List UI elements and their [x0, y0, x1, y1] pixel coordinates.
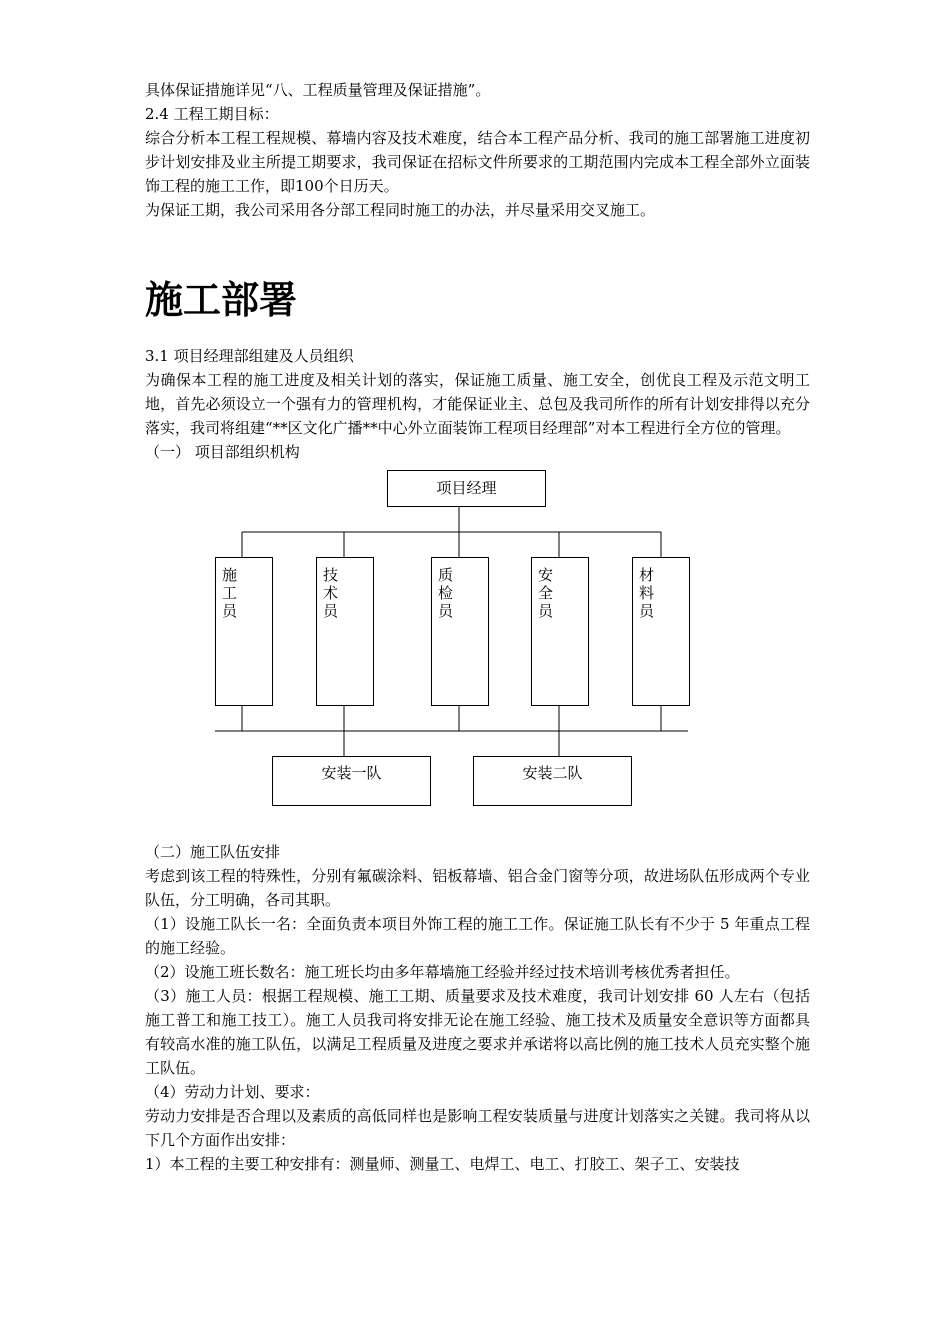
list-item-3: （3）施工人员：根据工程规模、施工工期、质量要求及技术难度，我司计划安排 60 人左右（包括施工普工和施工技工）。施工人员我司将安排无论在施工经验、施工技术及质量安全意识等方面都具有较高水准的施工队伍，以满足工程质量及进度之要求并承诺将以高比例的施工技术人员充实整个施工队伍。 [145, 987, 810, 1077]
section-heading: 施工部署 [145, 277, 298, 322]
paragraph-teams: 考虑到该工程的特殊性，分别有氟碳涂料、铝板幕墙、铝合金门窗等分项，故进场队伍形成两个专业队伍，分工明确，各司其职。 [145, 867, 810, 909]
org-label-staff-3: 质检员 [438, 566, 454, 620]
list-item-1: （1）设施工队长一名：全面负责本项目外饰工程的施工工作。保证施工队长有不少于 5 年重点工程的施工经验。 [145, 915, 810, 957]
subheading-3-1: 3.1 项目经理部组建及人员组织 [145, 347, 354, 365]
org-box-staff-3 [431, 557, 489, 706]
org-chart [145, 470, 810, 840]
paragraph-organization-intro: 为确保本工程的施工进度及相关计划的落实，保证施工质量、施工安全，创优良工程及示范文明工地，首先必须设立一个强有力的管理机构，才能保证业主、总包及我司所作的所有计划安排得以充分落实，我司将组建“**区文化广播**中心外立面装饰工程项目经理部”对本工程进行全方位的管理。 [145, 371, 810, 437]
org-box-staff-5 [632, 557, 690, 706]
subheading-2-4: 2.4 工程工期目标： [145, 105, 279, 123]
org-box-staff-1 [215, 557, 273, 706]
org-box-team-1 [272, 756, 431, 806]
org-box-project-manager [387, 470, 546, 507]
org-label-staff-2: 技术员 [323, 566, 339, 620]
org-label-staff-1: 施工员 [222, 566, 238, 620]
paragraph-schedule-method: 为保证工期，我公司采用各分部工程同时施工的办法，并尽量采用交叉施工。 [145, 201, 656, 219]
org-chart-caption: （一） 项目部组织机构 [145, 443, 300, 461]
org-box-team-2 [473, 756, 632, 806]
org-label-team-2: 安装二队 [522, 764, 583, 782]
list-item-2: （2）设施工班长数名：施工班长均由多年幕墙施工经验并经过技术培训考核优秀者担任。 [145, 963, 740, 981]
paragraph-labor: 劳动力安排是否合理以及素质的高低同样也是影响工程安装质量与进度计划落实之关键。我司将从以下几个方面作出安排： [145, 1107, 810, 1149]
teams-caption: （二）施工队伍安排 [145, 843, 281, 861]
org-label-staff-5: 材料员 [639, 566, 655, 620]
paragraph-quality-measures: 具体保证措施详见“八、工程质量管理及保证措施”。 [145, 81, 491, 99]
paragraph-schedule-analysis: 综合分析本工程工程规模、幕墙内容及技术难度，结合本工程产品分析、我司的施工部署施工进度初步计划安排及业主所提工期要求，我司保证在招标文件所要求的工期范围内完成本工程全部外立面装饰工程的施工工作，即100个日历天。 [145, 129, 810, 195]
org-box-staff-2 [316, 557, 374, 706]
org-label-team-1: 安装一队 [321, 764, 382, 782]
org-box-staff-4 [531, 557, 589, 706]
org-label-staff-4: 安全员 [538, 566, 554, 620]
org-label-project-manager: 项目经理 [436, 479, 497, 497]
document-body [145, 78, 810, 1176]
paragraph-trades: 1）本工程的主要工种安排有：测量师、测量工、电焊工、电工、打胶工、架子工、安装技 [145, 1155, 740, 1173]
list-item-4: （4）劳动力计划、要求： [145, 1083, 320, 1101]
